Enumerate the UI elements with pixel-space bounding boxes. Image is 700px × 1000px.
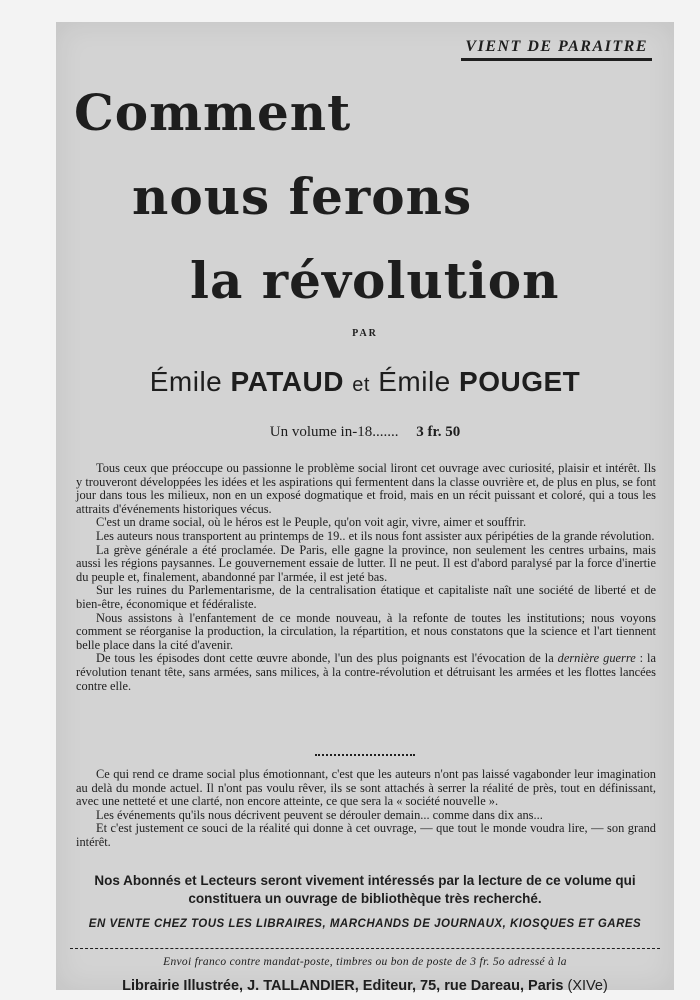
paragraph: C'est un drame social, où le héros est le Peuple, qu'on voit agir, vivre, aimer et souffrir. <box>96 515 527 530</box>
byline: PAR <box>352 328 378 339</box>
new-release-banner: VIENT DE PARAITRE <box>461 38 652 61</box>
title-line-1: Comment <box>74 83 352 142</box>
publisher-name: Librairie Illustrée, J. TALLANDIER, Editeur, 75, rue Dareau, Paris <box>122 978 564 994</box>
author2-last: POUGET <box>459 366 581 397</box>
paragraph-end: : la révolution tenant tête, sans armées, sans milices, à la contre-révolution et détruisant les armées et les flottes lancées contre elle. <box>76 651 656 693</box>
advertisement-page <box>56 22 674 994</box>
footer-rule <box>70 948 660 949</box>
publisher-address <box>56 978 674 994</box>
description-section-2 <box>76 768 656 850</box>
authors-line <box>56 366 674 398</box>
title-line-2: nous ferons <box>132 167 473 226</box>
volume-format: Un volume in-18....... <box>269 424 399 440</box>
paragraph: Les événements qu'ils nous décrivent peuvent se dérouler demain... comme dans dix ans... <box>96 807 543 822</box>
section-divider <box>315 754 415 756</box>
paragraph <box>76 652 656 693</box>
paragraph: Nous assistons à l'enfantement de ce monde nouveau, à la refonte de toutes les institutions; nous voyons comment se réorganise la production, la circulation, la répartition, et nous constatons que la science et l'art tiennent belle place dans la cité d'avenir. <box>76 610 656 652</box>
volume-info <box>56 424 674 441</box>
paragraph: La grève générale a été proclamée. De Paris, elle gagne la province, non seulement les centres urbains, mais aussi les régions paysannes. Le gouvernement essaie de lutter. Il ne peut. Il est d'abord paralysé par la force d'inertie du peuple et, finalement, abandonné par l'armée, il est jeté bas. <box>76 542 656 584</box>
paragraph-start: De tous les épisodes dont cette œuvre abonde, l'un des plus poignants est l'évocation de la <box>96 651 554 666</box>
paragraph: Tous ceux que préoccupe ou passionne le problème social liront cet ouvrage avec curiosité, plaisir et intérêt. Ils y trouveront développées les idées et les aspirations qui fermentent dans la classe ouvrière et, de plus en plus, se font jour dans tous les milieux, non en un exposé dogmatique et froid, mais en un récit puissant et coloré, qui a tous les attraits d'événements historiques vécus. <box>76 461 656 516</box>
paragraph: Et c'est justement ce souci de la réalité qui donne à cet ouvrage, — que tout le monde voudra lire, — son grand intérêt. <box>76 821 656 849</box>
author1-first: Émile <box>149 366 223 397</box>
description-section-1 <box>76 462 656 693</box>
author2-first: Émile <box>378 366 451 397</box>
sale-locations: EN VENTE CHEZ TOUS LES LIBRAIRES, MARCHANDS DE JOURNAUX, KIOSQUES ET GARES <box>88 918 642 930</box>
author1-last: PATAUD <box>230 366 344 397</box>
paragraph: Les auteurs nous transportent au printemps de 19.. et ils nous font assister aux péripéties de la grande révolution. <box>96 528 655 543</box>
mail-order-note: Envoi franco contre mandat-poste, timbres ou bon de poste de 3 fr. 5o adressé à la <box>163 956 567 968</box>
subscriber-notice: Nos Abonnés et Lecteurs seront vivement intéressés par la lecture de ce volume qui constituera un ouvrage de bibliothèque très recherché. <box>94 873 636 906</box>
title-line-3: la révolution <box>190 251 560 310</box>
paragraph-emphasis: dernière guerre <box>557 651 636 666</box>
paragraph: Ce qui rend ce drame social plus émotionnant, c'est que les auteurs n'ont pas laissé vagabonder leur imagination au delà du monde actuel. Il n'ont pas voulu rêver, ils se sont attachés à serrer la réalité de près, tout en définissant, avec une netteté et une clarté, non encore atteinte, ce que sera la « société nouvelle ». <box>76 767 656 809</box>
author-conjunction: et <box>352 374 370 396</box>
paragraph: Sur les ruines du Parlementarisme, de la centralisation étatique et capitaliste naît une société de liberté et de bien-être, économique et fédéraliste. <box>76 583 656 611</box>
volume-price: 3 fr. 50 <box>416 424 461 440</box>
publisher-arrondissement: (XIVe) <box>567 978 608 994</box>
